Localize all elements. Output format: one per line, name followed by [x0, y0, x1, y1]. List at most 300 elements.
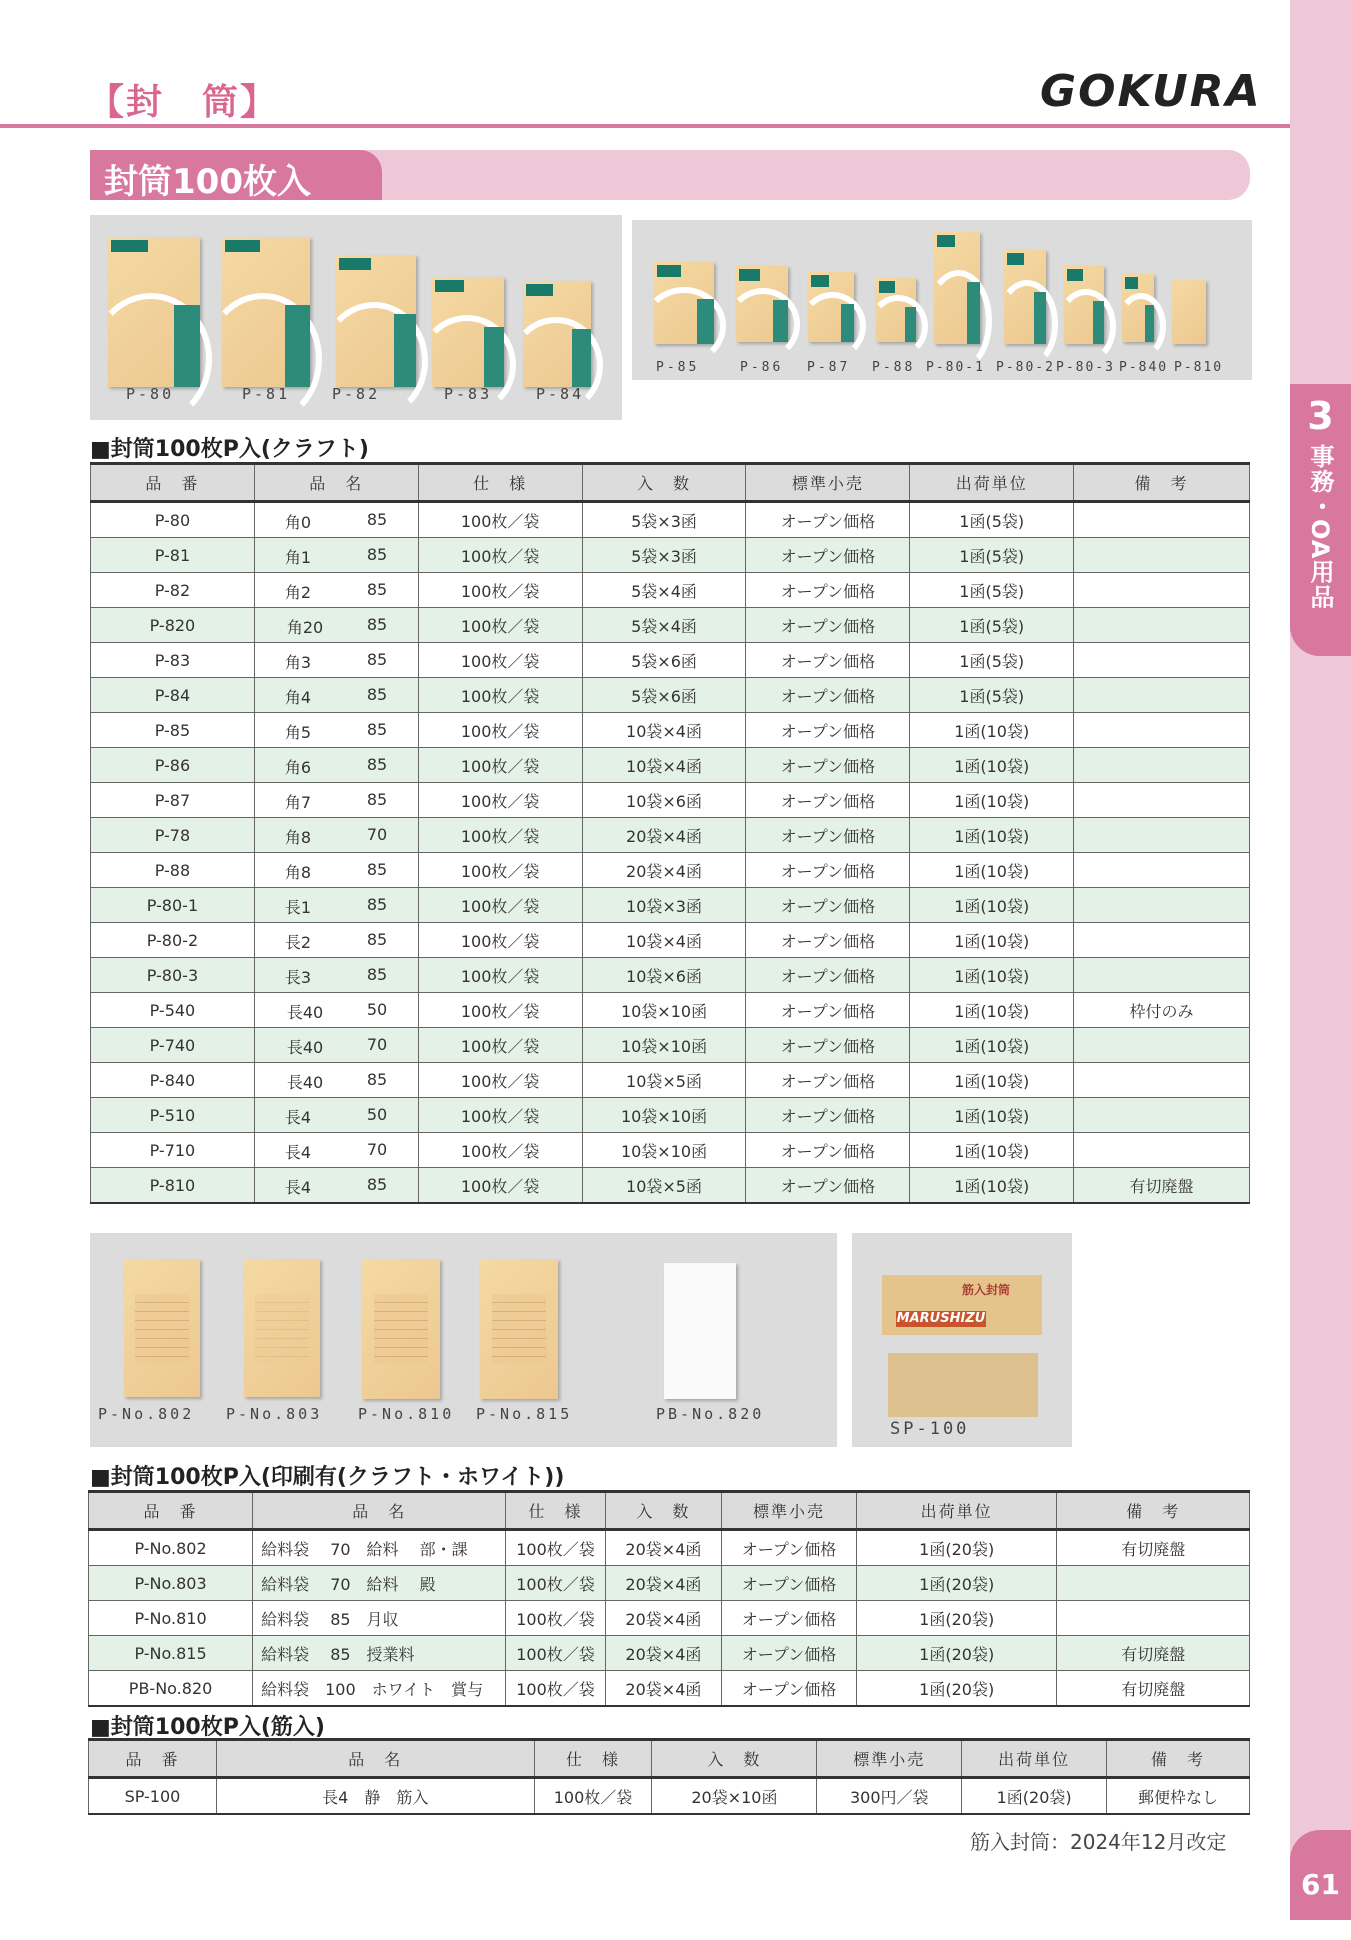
header-divider: [0, 124, 1290, 128]
table-cell: 10袋×6函: [582, 958, 746, 993]
table-row: [91, 713, 1250, 748]
pack-brand-label: MARUSHIZU: [896, 1311, 986, 1326]
table-cell: 有切廃盤: [1057, 1530, 1250, 1566]
product-name: 角0: [284, 513, 312, 532]
table-cell: P-510: [91, 1098, 255, 1133]
table-cell: 郵便枠なし: [1107, 1778, 1250, 1815]
table-cell: 1函(5袋): [910, 538, 1074, 573]
table-cell: 100枚／袋: [506, 1601, 605, 1636]
table-row: [91, 1168, 1250, 1204]
table-cell: [1074, 1063, 1250, 1098]
column-header: 出荷単位: [856, 1492, 1057, 1530]
envelope-image: [1064, 266, 1104, 344]
brand-logo: GOKURA: [1040, 66, 1262, 117]
table-row: [89, 1566, 1250, 1601]
photo-caption: P-80-1: [926, 360, 985, 375]
column-header: 品 名: [253, 1492, 506, 1530]
product-name: 長2: [284, 933, 312, 952]
table-cell: P-810: [91, 1168, 255, 1204]
table-cell: オープン価格: [746, 923, 910, 958]
table-cell: 1函(10袋): [910, 783, 1074, 818]
photo-caption: P-88: [872, 360, 916, 375]
table-row: [91, 678, 1250, 713]
table-cell: [254, 608, 418, 643]
product-name: 角7: [284, 793, 312, 812]
table-row: [91, 993, 1250, 1028]
table-cell: 100枚／袋: [418, 1028, 582, 1063]
table-cell: 100枚／袋: [418, 608, 582, 643]
table-cell: P-85: [91, 713, 255, 748]
table-cell: P-78: [91, 818, 255, 853]
table-cell: 100枚／袋: [506, 1636, 605, 1671]
table-cell: [254, 1098, 418, 1133]
photo-caption: P-810: [1174, 360, 1224, 375]
table-cell: 10袋×10函: [582, 993, 746, 1028]
product-size: 85: [366, 1070, 388, 1089]
table-cell: オープン価格: [746, 538, 910, 573]
envelope-image: [480, 1259, 558, 1399]
table-cell: [254, 958, 418, 993]
table-cell: オープン価格: [722, 1671, 857, 1707]
table-cell: 10袋×10函: [582, 1098, 746, 1133]
product-size: 85: [366, 965, 388, 984]
table-cell: 1函(5袋): [910, 502, 1074, 538]
table-cell: P-No.815: [89, 1636, 253, 1671]
table-cell: [254, 678, 418, 713]
table-cell: 20袋×4函: [605, 1601, 722, 1636]
table-cell: 20袋×4函: [582, 853, 746, 888]
column-header: 品 名: [254, 464, 418, 502]
envelope-image: [808, 272, 854, 342]
table-printed: [88, 1490, 1250, 1707]
table-cell: 100枚／袋: [418, 923, 582, 958]
table-cell: オープン価格: [746, 678, 910, 713]
photo-panel-kaku-large: [90, 215, 622, 420]
table-cell: [254, 1028, 418, 1063]
table-cell: 5袋×3函: [582, 538, 746, 573]
table-cell: 5袋×4函: [582, 573, 746, 608]
side-bar: [1290, 0, 1351, 1920]
table-cell: P-No.802: [89, 1530, 253, 1566]
product-name: 角8: [284, 863, 312, 882]
table-cell: [1074, 713, 1250, 748]
table-cell: 10袋×5函: [582, 1168, 746, 1204]
table-cell: P-83: [91, 643, 255, 678]
table-cell: 5袋×6函: [582, 643, 746, 678]
photo-panel-kaku-naga: [632, 220, 1252, 380]
table-cell: 1函(10袋): [910, 853, 1074, 888]
table-cell: 5袋×4函: [582, 608, 746, 643]
table-cell: [254, 818, 418, 853]
table-cell: [254, 643, 418, 678]
product-size: 85: [366, 755, 388, 774]
table-cell: [254, 1063, 418, 1098]
product-size: 85: [366, 545, 388, 564]
envelope-image: [523, 281, 591, 387]
table-cell: オープン価格: [746, 748, 910, 783]
product-size: 85: [366, 650, 388, 669]
column-header: 仕 様: [534, 1740, 652, 1778]
table-cell: オープン価格: [746, 818, 910, 853]
column-header: 出荷単位: [962, 1740, 1107, 1778]
product-name: 長1: [284, 898, 312, 917]
table-cell: 1函(10袋): [910, 748, 1074, 783]
product-size: 85: [366, 930, 388, 949]
table-cell: 10袋×6函: [582, 783, 746, 818]
table-cell: P-No.810: [89, 1601, 253, 1636]
table-cell: 5袋×6函: [582, 678, 746, 713]
table-cell: 1函(10袋): [910, 1098, 1074, 1133]
table-cell: 1函(10袋): [910, 1028, 1074, 1063]
table-row: [91, 923, 1250, 958]
table-cell: 1函(20袋): [856, 1671, 1057, 1707]
table-cell: [254, 1133, 418, 1168]
product-name: 角2: [284, 583, 312, 602]
photo-caption: P-81: [242, 385, 291, 403]
table-row: [91, 502, 1250, 538]
product-size: 85: [366, 685, 388, 704]
table-cell: 給料袋 70 給料 殿: [253, 1566, 506, 1601]
table-cell: 1函(5袋): [910, 678, 1074, 713]
table-cell: 1函(10袋): [910, 1168, 1074, 1204]
table-cell: 有切廃盤: [1057, 1636, 1250, 1671]
table-cell: 10袋×4函: [582, 748, 746, 783]
envelope-image: [1004, 250, 1046, 344]
table-cell: 100枚／袋: [418, 678, 582, 713]
photo-caption: P-No.802: [98, 1405, 195, 1423]
table-cell: [1057, 1601, 1250, 1636]
photo-caption: P-87: [807, 360, 851, 375]
table-row: [91, 958, 1250, 993]
table-cell: P-No.803: [89, 1566, 253, 1601]
photo-caption: SP-100: [890, 1419, 970, 1439]
table-cell: 100枚／袋: [418, 502, 582, 538]
table-cell: [1074, 643, 1250, 678]
column-header: 仕 様: [506, 1492, 605, 1530]
envelope-image: [934, 232, 980, 344]
table-cell: オープン価格: [746, 643, 910, 678]
table-cell: [254, 573, 418, 608]
photo-caption: P-84: [536, 385, 585, 403]
product-name: 角3: [284, 653, 312, 672]
table-row: [91, 888, 1250, 923]
table-kraft: [90, 462, 1250, 1204]
table-cell: 100枚／袋: [418, 958, 582, 993]
product-name: 長3: [284, 968, 312, 987]
table-cell: PB-No.820: [89, 1671, 253, 1707]
envelope-image: [1122, 274, 1154, 342]
table-row: [89, 1778, 1250, 1815]
table-cell: オープン価格: [746, 573, 910, 608]
envelope-image: [876, 278, 916, 342]
photo-caption: P-No.815: [476, 1405, 573, 1423]
table-cell: 300円／袋: [817, 1778, 962, 1815]
envelope-image: [244, 1259, 320, 1397]
table-cell: [1074, 748, 1250, 783]
product-name: 長40: [286, 1003, 324, 1022]
table-row: [89, 1601, 1250, 1636]
table-cell: [254, 888, 418, 923]
product-size: 85: [366, 895, 388, 914]
photo-caption: P-80-2: [996, 360, 1055, 375]
table-cell: P-710: [91, 1133, 255, 1168]
table-cell: 100枚／袋: [418, 783, 582, 818]
envelope-image: [124, 1259, 200, 1397]
table-cell: 給料袋 100 ホワイト 賞与: [253, 1671, 506, 1707]
chapter-tab[interactable]: [1290, 384, 1351, 656]
photo-caption: P-80-3: [1056, 360, 1115, 375]
column-header: 標準小売: [722, 1492, 857, 1530]
table-cell: 1函(20袋): [856, 1566, 1057, 1601]
photo-panel-sp100: [852, 1233, 1072, 1447]
photo-caption: P-840: [1119, 360, 1169, 375]
table-cell: オープン価格: [746, 958, 910, 993]
table-cell: 10袋×10函: [582, 1028, 746, 1063]
table-cell: [254, 923, 418, 958]
product-size: 50: [366, 1105, 388, 1124]
table-cell: [1074, 1098, 1250, 1133]
product-size: 70: [366, 1140, 388, 1159]
envelope-image: [108, 237, 200, 387]
table-cell: 100枚／袋: [506, 1530, 605, 1566]
table-cell: [1074, 608, 1250, 643]
table-cell: オープン価格: [746, 888, 910, 923]
table-cell: 1函(20袋): [856, 1601, 1057, 1636]
table-cell: P-84: [91, 678, 255, 713]
table-cell: 10袋×3函: [582, 888, 746, 923]
table-sujiiri: [88, 1738, 1250, 1815]
table-cell: 100枚／袋: [418, 818, 582, 853]
table-cell: オープン価格: [746, 1168, 910, 1204]
table-cell: 給料袋 70 給料 部・課: [253, 1530, 506, 1566]
table-cell: 20袋×4函: [582, 818, 746, 853]
table-cell: 100枚／袋: [418, 643, 582, 678]
table-cell: 100枚／袋: [418, 1168, 582, 1204]
table-cell: 100枚／袋: [506, 1566, 605, 1601]
product-name: 角5: [284, 723, 312, 742]
photo-panel-printed: [90, 1233, 837, 1447]
column-header: 備 考: [1107, 1740, 1250, 1778]
footnote: 筋入封筒：2024年12月改定: [970, 1830, 1227, 1854]
table-cell: P-81: [91, 538, 255, 573]
chapter-number: 3: [1307, 394, 1334, 438]
table-cell: オープン価格: [746, 993, 910, 1028]
table3-title: ■封筒100枚P入(筋入): [90, 1715, 325, 1740]
photo-caption: P-85: [656, 360, 700, 375]
product-size: 85: [366, 580, 388, 599]
table-row: [91, 748, 1250, 783]
table-cell: 長4 静 筋入: [216, 1778, 534, 1815]
table1-title: ■封筒100枚P入(クラフト): [90, 437, 369, 462]
photo-caption: P-86: [740, 360, 784, 375]
product-size: 85: [366, 790, 388, 809]
table-cell: [1074, 1133, 1250, 1168]
column-header: 仕 様: [418, 464, 582, 502]
table-row: [91, 608, 1250, 643]
table-cell: 100枚／袋: [418, 853, 582, 888]
column-header: 標準小売: [746, 464, 910, 502]
table-cell: 有切廃盤: [1057, 1671, 1250, 1707]
table-cell: 有切廃盤: [1074, 1168, 1250, 1204]
table-row: [91, 643, 1250, 678]
table-cell: 100枚／袋: [418, 1133, 582, 1168]
table-cell: 20袋×4函: [605, 1566, 722, 1601]
table-cell: 1函(20袋): [962, 1778, 1107, 1815]
table-cell: オープン価格: [746, 608, 910, 643]
table-cell: 100枚／袋: [534, 1778, 652, 1815]
product-name: 角6: [284, 758, 312, 777]
column-header: 品 番: [89, 1492, 253, 1530]
table-cell: P-80-3: [91, 958, 255, 993]
product-size: 85: [366, 615, 388, 634]
table-cell: [254, 853, 418, 888]
table-cell: 5袋×3函: [582, 502, 746, 538]
table-row: [89, 1671, 1250, 1707]
envelope-image: [1172, 280, 1206, 344]
photo-caption: P-82: [332, 385, 381, 403]
column-header: 入 数: [652, 1740, 817, 1778]
table-cell: P-540: [91, 993, 255, 1028]
table-cell: [1074, 923, 1250, 958]
column-header: 入 数: [582, 464, 746, 502]
table-cell: オープン価格: [746, 853, 910, 888]
product-size: 85: [366, 1175, 388, 1194]
page-number: 61: [1290, 1830, 1351, 1920]
table-cell: オープン価格: [722, 1530, 857, 1566]
table-cell: 100枚／袋: [418, 888, 582, 923]
table-cell: オープン価格: [722, 1566, 857, 1601]
table-cell: オープン価格: [746, 1098, 910, 1133]
product-size: 85: [366, 720, 388, 739]
product-size: 70: [366, 825, 388, 844]
table-cell: 100枚／袋: [418, 538, 582, 573]
envelope-image: [222, 237, 310, 387]
table-cell: 1函(10袋): [910, 1133, 1074, 1168]
table-cell: オープン価格: [722, 1601, 857, 1636]
envelope-image: [654, 262, 714, 344]
column-header: 品 番: [89, 1740, 217, 1778]
table-cell: 20袋×4函: [605, 1636, 722, 1671]
photo-caption: PB-No.820: [656, 1405, 765, 1423]
table-cell: 1函(10袋): [910, 958, 1074, 993]
table-cell: P-88: [91, 853, 255, 888]
table-cell: 10袋×5函: [582, 1063, 746, 1098]
table-cell: [254, 502, 418, 538]
table-cell: [1074, 678, 1250, 713]
product-name: 長4: [284, 1143, 312, 1162]
product-name: 長40: [286, 1073, 324, 1092]
product-size: 85: [366, 510, 388, 529]
table-cell: P-840: [91, 1063, 255, 1098]
table-cell: オープン価格: [746, 1063, 910, 1098]
table-cell: [1074, 888, 1250, 923]
table-cell: P-820: [91, 608, 255, 643]
product-size: 70: [366, 1035, 388, 1054]
product-name: 角1: [284, 548, 312, 567]
product-size: 50: [366, 1000, 388, 1019]
table-cell: [1057, 1566, 1250, 1601]
table-row: [89, 1636, 1250, 1671]
table-cell: P-740: [91, 1028, 255, 1063]
table-cell: 100枚／袋: [418, 573, 582, 608]
table-cell: P-86: [91, 748, 255, 783]
table-row: [91, 573, 1250, 608]
table-cell: [254, 748, 418, 783]
page-title: 【封 筒】: [88, 82, 279, 123]
table-cell: 10袋×4函: [582, 713, 746, 748]
table-cell: [1074, 853, 1250, 888]
product-name: 角20: [286, 618, 324, 637]
table-cell: 10袋×4函: [582, 923, 746, 958]
table-row: [91, 818, 1250, 853]
table-cell: [254, 713, 418, 748]
column-header: 品 名: [216, 1740, 534, 1778]
table-cell: 1函(10袋): [910, 1063, 1074, 1098]
table-cell: 1函(5袋): [910, 573, 1074, 608]
table-cell: オープン価格: [746, 713, 910, 748]
table-row: [91, 783, 1250, 818]
table-row: [91, 1098, 1250, 1133]
table-cell: オープン価格: [746, 1028, 910, 1063]
column-header: 品 番: [91, 464, 255, 502]
product-name: 角4: [284, 688, 312, 707]
table-cell: [1074, 1028, 1250, 1063]
table-row: [91, 1028, 1250, 1063]
table-row: [91, 538, 1250, 573]
table-cell: 10袋×10函: [582, 1133, 746, 1168]
table-cell: [254, 1168, 418, 1204]
photo-caption: P-No.810: [358, 1405, 455, 1423]
table-row: [91, 853, 1250, 888]
table-cell: P-80: [91, 502, 255, 538]
table-cell: [254, 538, 418, 573]
table-cell: [1074, 958, 1250, 993]
pack-title-label: 筋入封筒: [962, 1283, 1011, 1297]
table-cell: P-80-1: [91, 888, 255, 923]
envelope-image: [362, 1259, 440, 1399]
table-cell: 枠付のみ: [1074, 993, 1250, 1028]
envelope-image: [432, 277, 504, 387]
column-header: 備 考: [1057, 1492, 1250, 1530]
table-cell: P-87: [91, 783, 255, 818]
envelope-image: [336, 255, 416, 387]
table-cell: 20袋×10函: [652, 1778, 817, 1815]
table-row: [91, 1063, 1250, 1098]
table-cell: P-80-2: [91, 923, 255, 958]
column-header: 出荷単位: [910, 464, 1074, 502]
table-cell: 1函(10袋): [910, 888, 1074, 923]
photo-caption: P-83: [444, 385, 493, 403]
table-cell: [254, 993, 418, 1028]
table-cell: 100枚／袋: [418, 993, 582, 1028]
section-title: 封筒100枚入: [104, 162, 311, 202]
product-size: 85: [366, 860, 388, 879]
product-name: 長40: [286, 1038, 324, 1057]
table-cell: 100枚／袋: [418, 1098, 582, 1133]
photo-caption: P-No.803: [226, 1405, 323, 1423]
table-cell: オープン価格: [746, 1133, 910, 1168]
table-cell: 1函(10袋): [910, 713, 1074, 748]
table-cell: 1函(20袋): [856, 1636, 1057, 1671]
table-cell: [1074, 818, 1250, 853]
table-cell: 100枚／袋: [418, 713, 582, 748]
envelope-image: [888, 1353, 1038, 1417]
photo-caption: P-80: [126, 385, 175, 403]
envelope-image: [664, 1263, 736, 1399]
envelope-image: [736, 266, 788, 342]
table-cell: 1函(20袋): [856, 1530, 1057, 1566]
product-name: 長4: [284, 1178, 312, 1197]
